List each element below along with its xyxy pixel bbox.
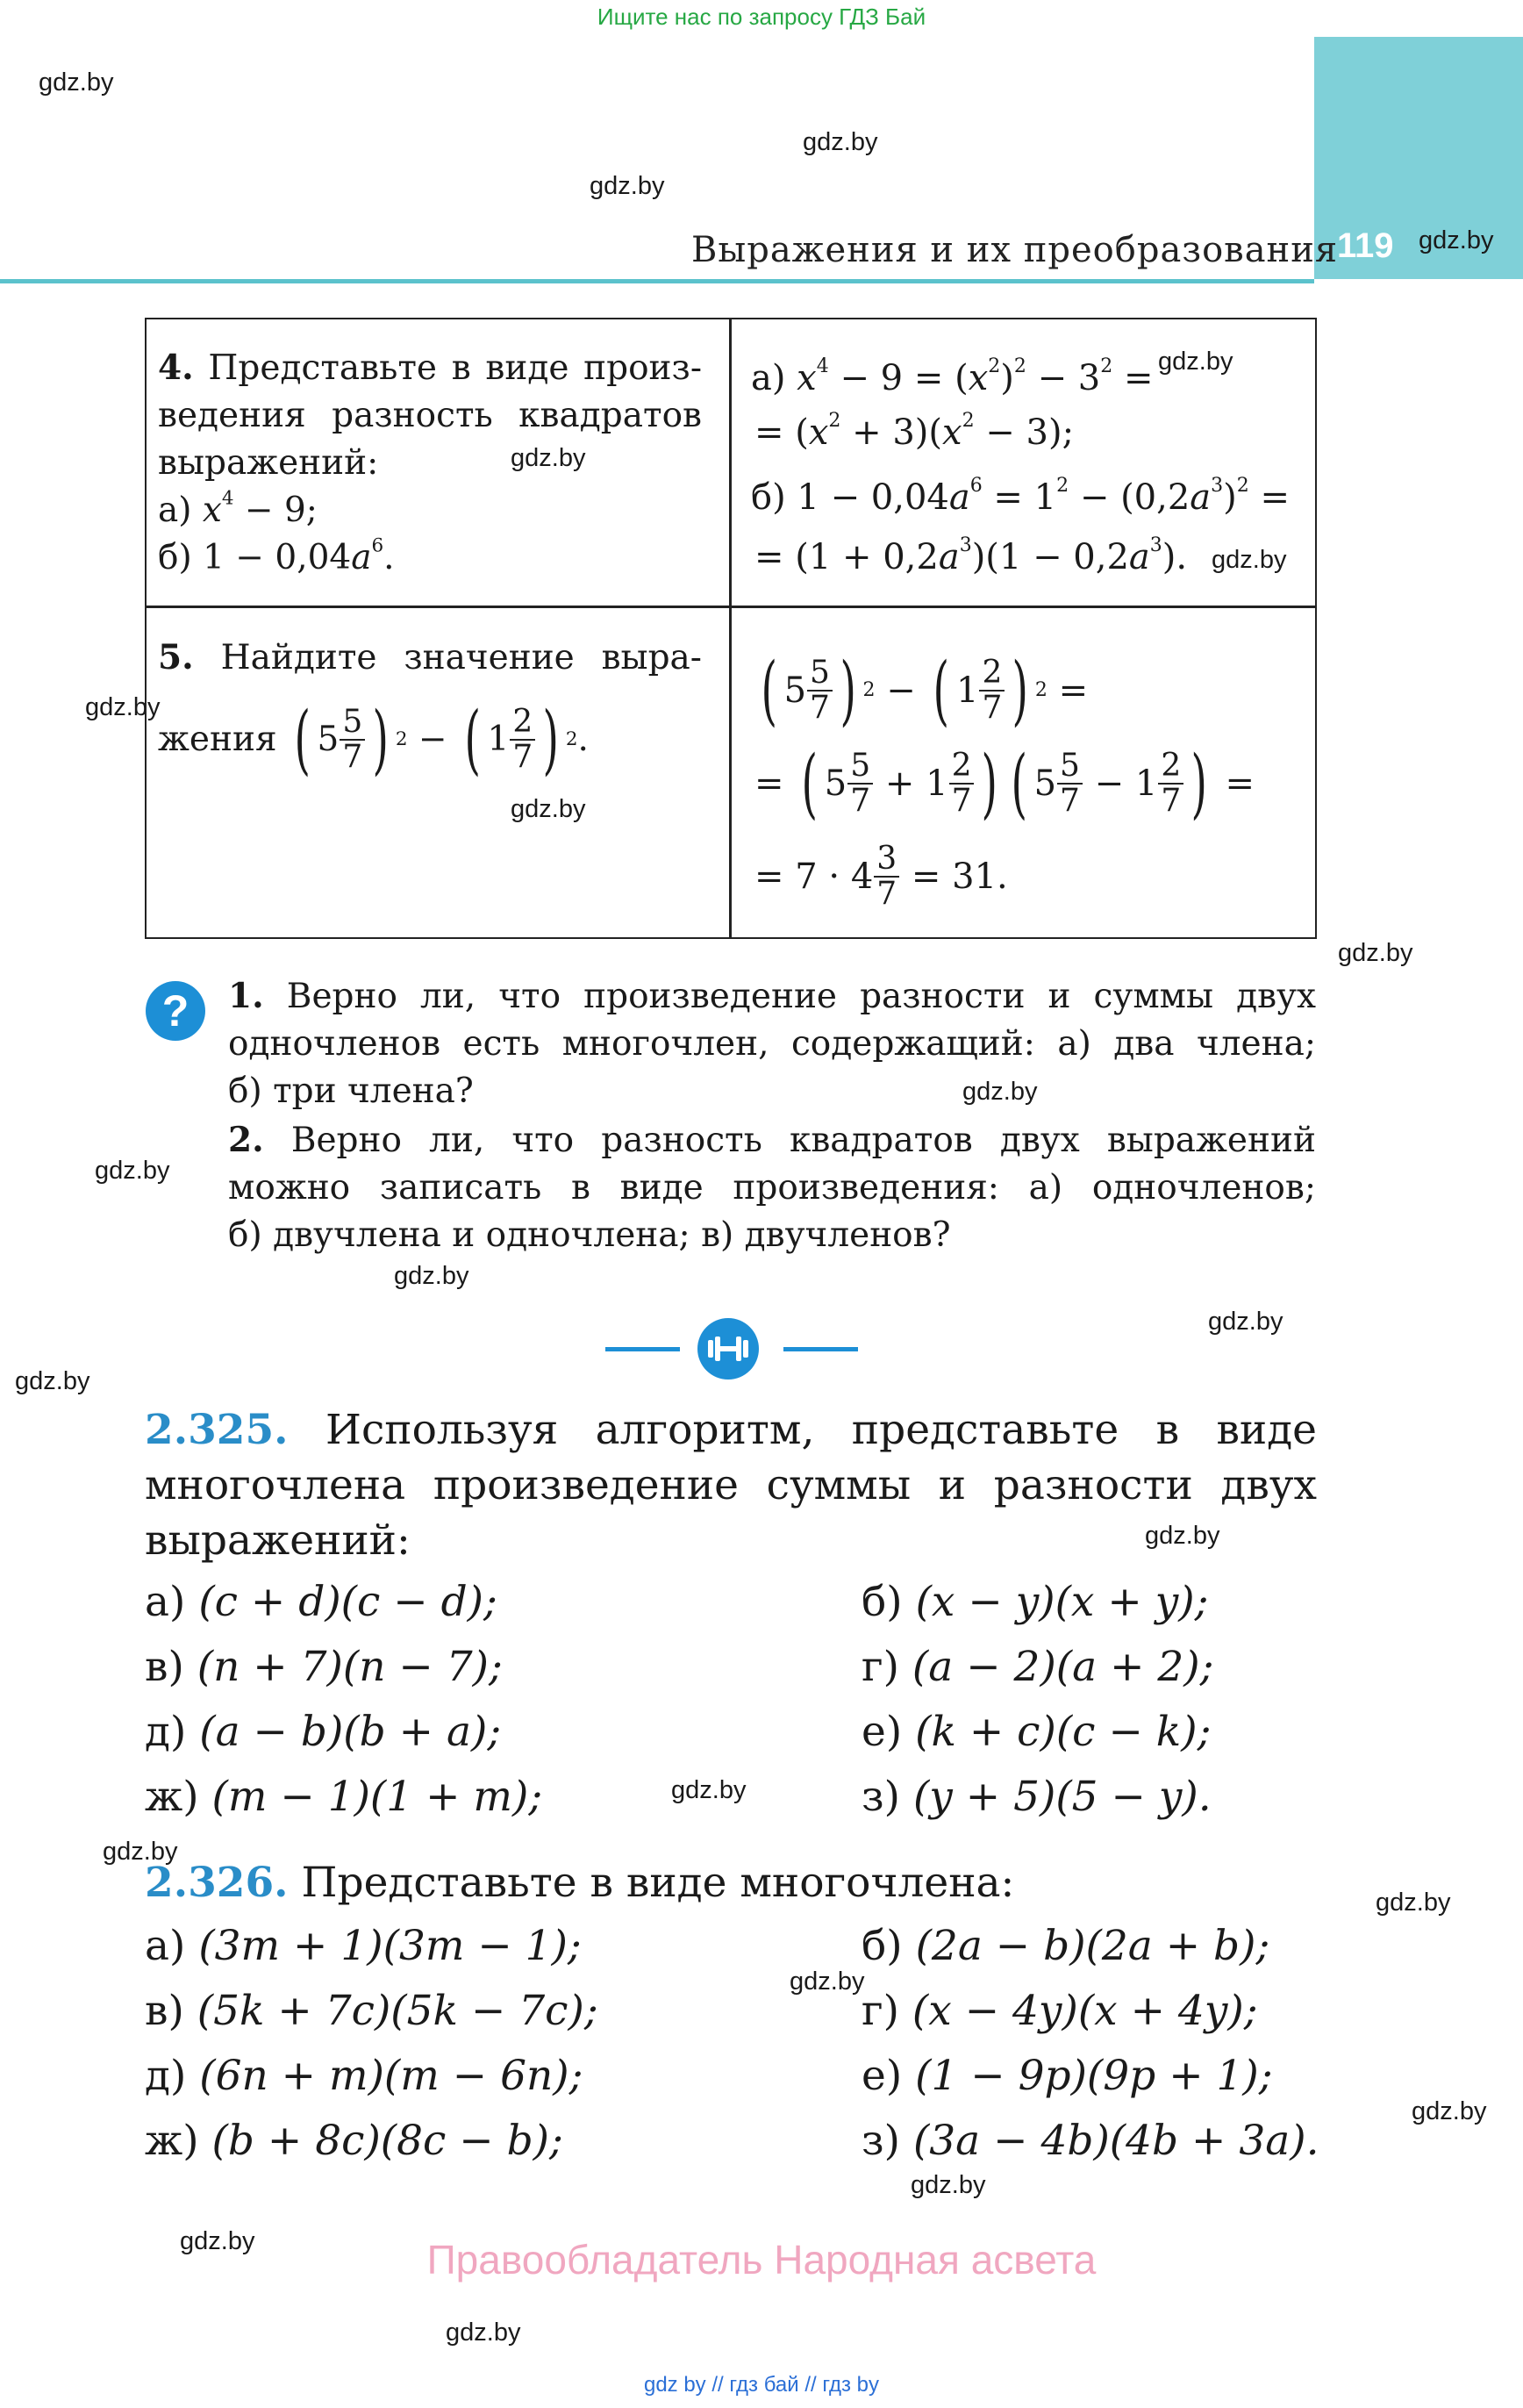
page-number: 119 xyxy=(1337,226,1394,265)
watermark: gdz.by xyxy=(1419,226,1494,254)
watermark: gdz.by xyxy=(790,1967,865,1996)
watermark: gdz.by xyxy=(39,68,114,97)
watermark: gdz.by xyxy=(1208,1308,1283,1336)
task-5-solution-line2: = ( 5 $\frac{5}{7}$ + 1 $\frac{2}{7}$ ) ( 5 $\frac{5}{7}$ − 1 $\frac{2}{7}$ ) = xyxy=(754,740,1255,828)
watermark: gdz.by xyxy=(511,795,586,823)
exercise-2-325-item-d: д) (a − b)(b + a); xyxy=(145,1708,502,1756)
watermark: gdz.by xyxy=(1158,348,1233,376)
watermark: gdz.by xyxy=(1376,1888,1451,1917)
top-note: Ищите нас по запросу ГДЗ Бай xyxy=(597,4,926,30)
watermark: gdz.by xyxy=(1212,546,1287,574)
task-5-solution-line3: = 7 · 4 $\frac{3}{7}$ = 31. xyxy=(754,841,1008,912)
exercise-2-325-item-b: б) (x − y)(x + y); xyxy=(862,1578,1209,1626)
exercise-2-325-item-g: г) (a − 2)(a + 2); xyxy=(862,1643,1214,1691)
task-5-solution-line1: ( 5 $\frac{5}{7}$ ) 2 − ( 1 $\frac{2}{7}$ ) 2 = xyxy=(761,647,1089,735)
dumbbell-icon xyxy=(697,1318,759,1380)
task-4-solution-b-result: = $(1 + 0,2a^3)(1 - 0,2a^3)$. xyxy=(754,534,1188,577)
watermark: gdz.by xyxy=(1412,2097,1487,2125)
task-5-expression: жения ( 5 $\frac{5}{7}$ ) 2 − ( 1 $\frac{2}{7}$ ) 2 . xyxy=(158,696,589,784)
exercise-2-326-item-b: б) (2a − b)(2a + b); xyxy=(862,1922,1270,1970)
task-4-solution-a: а) $x^4 - 9 = (x^2)^2 - 3^2$ = xyxy=(751,355,1154,398)
exercise-2-326-statement: 2.326. Представьте в виде многочлена: xyxy=(145,1859,1015,1907)
divider-right xyxy=(783,1347,858,1351)
exercise-2-326-item-e: е) (1 − 9p)(9p + 1); xyxy=(862,2052,1273,2100)
table-divider-vertical xyxy=(729,318,732,939)
exercise-2-325-item-zh: ж) (m − 1)(1 + m); xyxy=(145,1773,543,1821)
question-icon: ? xyxy=(146,981,205,1041)
watermark: gdz.by xyxy=(85,693,161,721)
watermark: gdz.by xyxy=(103,1838,178,1866)
running-title: Выражения и их преобразования xyxy=(691,230,1339,270)
watermark: gdz.by xyxy=(671,1776,747,1804)
header-rule xyxy=(0,279,1314,283)
bottom-links[interactable]: gdz by // гдз бай // гдз by xyxy=(643,2373,880,2397)
question-1: 1. Верно ли, что произведение разности и суммы двух одночленов есть многочлен, содержащий: а) два члена; б) три члена? xyxy=(228,976,1316,1111)
exercise-2-326-item-a: а) (3m + 1)(3m − 1); xyxy=(145,1922,582,1970)
exercise-2-326-item-v: в) (5k + 7c)(5k − 7c); xyxy=(145,1987,598,2035)
table-divider-horizontal xyxy=(145,606,1317,608)
watermark: gdz.by xyxy=(15,1367,90,1395)
task-4-statement: 4. Представьте в виде произ- ведения разность квадратов выражений: а) $x^4 - 9$; б) $1 - 0,04a^6$. xyxy=(158,348,702,577)
watermark: gdz.by xyxy=(590,172,665,200)
exercise-2-325-item-e: е) (k + c)(c − k); xyxy=(862,1708,1212,1756)
watermark: gdz.by xyxy=(911,2171,986,2199)
watermark: gdz.by xyxy=(1338,939,1413,967)
watermark: gdz.by xyxy=(803,128,878,156)
watermark: gdz.by xyxy=(511,444,586,472)
exercise-2-326-item-d: д) (6n + m)(m − 6n); xyxy=(145,2052,583,2100)
watermark: gdz.by xyxy=(1145,1522,1220,1550)
exercise-2-325-item-a: а) (c + d)(c − d); xyxy=(145,1578,497,1626)
watermark: gdz.by xyxy=(446,2318,521,2347)
watermark: gdz.by xyxy=(962,1078,1038,1106)
exercise-2-325-item-v: в) (n + 7)(n − 7); xyxy=(145,1643,503,1691)
task-4-solution-b: б) $1 - 0,04a^6 = 1^2 - (0,2a^3)^2$ = xyxy=(751,475,1290,518)
exercise-2-325-item-z: з) (y + 5)(5 − y). xyxy=(862,1773,1212,1821)
watermark: gdz.by xyxy=(95,1157,170,1185)
copyright-note: Правообладатель Народная асвета xyxy=(426,2237,1097,2283)
question-2: 2. Верно ли, что разность квадратов двух выражений можно записать в виде произведения: а) одночленов; б) двучлена и одночлена; в) двучленов? xyxy=(228,1120,1316,1255)
watermark: gdz.by xyxy=(394,1262,469,1290)
exercise-2-326-item-z: з) (3a − 4b)(4b + 3a). xyxy=(862,2117,1319,2165)
task-4-solution-a-result: = $(x^2 + 3)(x^2 - 3)$; xyxy=(754,410,1075,453)
watermark: gdz.by xyxy=(180,2227,255,2255)
exercise-2-325-statement: 2.325. Используя алгоритм, представьте в виде многочлена произведение суммы и разности двух выражений: xyxy=(145,1406,1317,1565)
divider-left xyxy=(605,1347,680,1351)
exercise-2-326-item-g: г) (x − 4y)(x + 4y); xyxy=(862,1987,1258,2035)
exercise-2-326-item-zh: ж) (b + 8c)(8c − b); xyxy=(145,2117,563,2165)
task-5-statement: 5. Найдите значение выра- xyxy=(158,637,702,677)
